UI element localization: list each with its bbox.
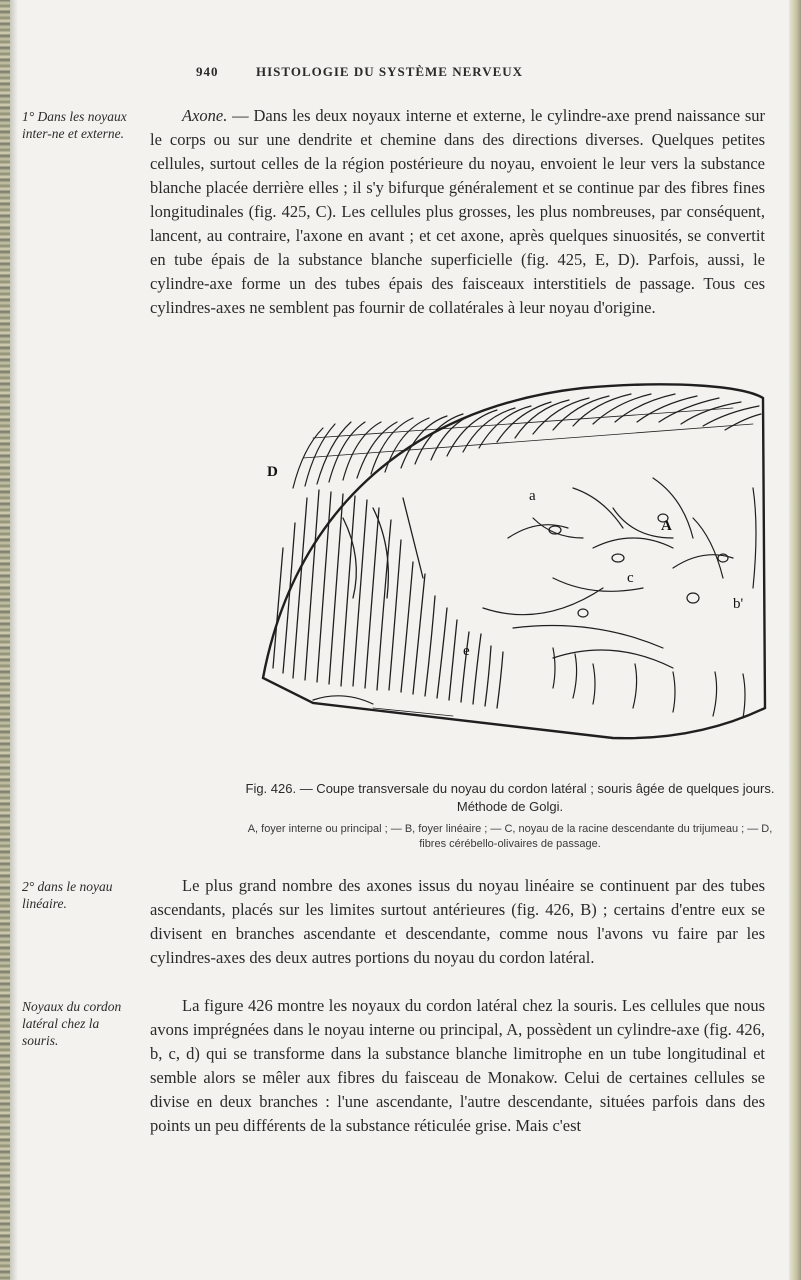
paragraph-noyau-lineaire [150,874,765,970]
nucleus-cells [313,478,756,718]
figure-label-e: e [463,643,470,659]
figure-legend: A, foyer interne ou principal ; — B, foyer linéaire ; — C, noyau de la racine descendante du trijumeau ; — D, fibres cérébello-olivaires de passage. [247,823,773,850]
figure-label-a: a [529,488,536,504]
figure-label-c: c [627,570,634,586]
figure-label-A: A [661,518,672,534]
dense-fibre-mass [273,490,503,708]
figure-label-b-prime: b' [733,596,744,612]
margin-note-3: Noyaux du cordon latéral chez la souris. [22,999,122,1048]
page-left-edge [0,0,10,1280]
white-matter-fibres [293,394,761,488]
axone-text [150,104,765,320]
souris-text: La figure 426 montre les noyaux du cordon latéral chez la souris. Les cellules que nous avons imprégnées dans le noyau interne ou principal, A, possèdent un cylindre-axe (fig. 426, b, c, d) qui se transforme dans la substance blanche limitrophe en un tube longitudinal et semble alors se mêler aux fibres du faisceau de Monakow. Celui de certaines cellules se divise en deux branches : l'une ascendante, l'autre descendante, situées parfois dans des points un peu différents de la substance réticulée grise. Mais c'est [150,996,765,1135]
golgi-illustration [253,368,770,768]
figure-426 [253,368,770,768]
figure-caption: Fig. 426. — Coupe transversale du noyau du cordon latéral ; souris âgée de quelques jours. Méthode de Golgi. [245,781,775,814]
axone-body: — Dans les deux noyaux interne et externe, le cylindre-axe prend naissance sur le corps ou sur une dendrite et chemine dans des directions diverses. Quelques petites cellules, surtout celles de la région postérieure du noyau, envoient le leur vers la substance blanche placée derrière elles ; il s'y bifurque généralement et se continue par des fibres fines longitudinales (fig. 425, C). Les cellules plus grosses, les plus nombreuses, par conséquent, lancent, au contraire, l'axone en avant ; et cet axone, après quelques sinuosités, se convertit en tube épais de la substance blanche superficielle (fig. 425, E, D). Parfois, aussi, le cylindre-axe forme un des tubes épais des faisceaux interstitiels de passage. Tous ces cylindres-axes ne semblent pas fournir de collatérales à leur noyau d'origine. [150,106,765,317]
paragraph-souris [150,994,765,1138]
axone-lead: Axone. [182,106,228,125]
page-number: 940 [196,64,219,79]
noyau-lineaire-text: Le plus grand nombre des axones issus du noyau linéaire se continuent par des tubes ascendants, placés sur les limites surtout antérieures (fig. 426, B) ; certains d'entre eux se divisent en branches ascendante et descendante, comme nous l'avons vu faire par les cylindres-axes des deux autres portions du noyau du cordon latéral. [150,876,765,967]
paragraph-axone [150,104,765,320]
margin-note-2: 2° dans le noyau linéaire. [22,879,113,911]
page-right-edge [789,0,801,1280]
page-gutter-shadow [10,0,18,1280]
figure-label-D: D [267,464,278,480]
running-title: HISTOLOGIE DU SYSTÈME NERVEUX [256,64,524,79]
margin-note-1: 1° Dans les noyaux inter-ne et externe. [22,109,127,141]
